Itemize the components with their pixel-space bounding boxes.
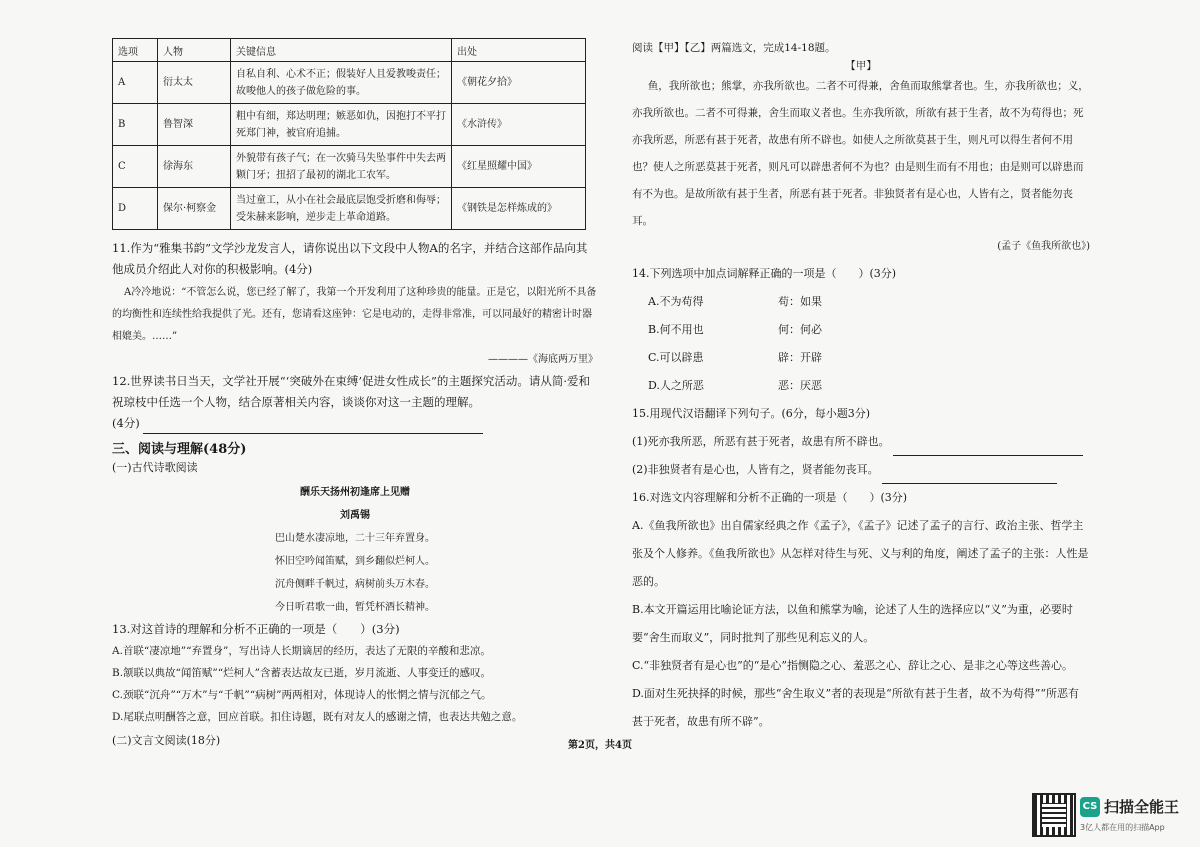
table-row xyxy=(113,146,586,188)
table-cell-source: 《水浒传》 xyxy=(452,104,586,146)
table-row xyxy=(113,104,586,146)
question-13-option[interactable]: B.颔联以典故“闻笛赋”“烂柯人”含蓄表达故友已逝，岁月流逝、人事变迁的感叹。 xyxy=(112,667,492,679)
question-14-prompt: 14.下列选项中加点词解释正确的一项是（ ）(3分) xyxy=(632,267,897,280)
question-13-option[interactable]: D.尾联点明酬答之意，回应首联。扣住诗题，既有对友人的感谢之情，也表达共勉之意。 xyxy=(112,711,523,723)
question-15-sentence-1: (1)死亦我所恶，所恶有甚于死者，故患有所不辟也。 xyxy=(632,435,890,448)
question-12-prompt: 12.世界读书日当天，文学社开展“‘突破外在束缚’促进女性成长”的主题探究活动。请从简·爱和祝琼枝中任选一个人物，结合原著相关内容，谈谈你对这一主题的理解。 xyxy=(112,374,591,409)
option-phrase: B.何不用也 xyxy=(648,323,704,336)
table-row xyxy=(113,188,586,230)
table-cell-character: 衍太太 xyxy=(158,62,231,104)
table-header: 选项 xyxy=(113,39,158,62)
table-cell-info: 自私自利、心术不正；假装好人且爱教唆责任；故唆他人的孩子做危险的事。 xyxy=(231,62,452,104)
table-cell-option: C xyxy=(113,146,158,188)
table-cell-character: 徐海东 xyxy=(158,146,231,188)
option-gloss: 恶：厌恶 xyxy=(778,379,822,392)
question-14-option[interactable] xyxy=(632,288,1090,316)
table-cell-option: B xyxy=(113,104,158,146)
qr-code-icon xyxy=(1032,793,1076,837)
section-3-sub1: (一)古代诗歌阅读 xyxy=(112,461,198,474)
table-header: 人物 xyxy=(158,39,231,62)
question-16-option[interactable]: A.《鱼我所欲也》出自儒家经典之作《孟子》，《孟子》记述了孟子的言行、政治主张、哲学主张及个人修养。《鱼我所欲也》从怎样对待生与死、义与利的角度，阐述了孟子的主张：人性是恶的。 xyxy=(632,519,1089,588)
poem-author: 刘禹锡 xyxy=(340,510,370,521)
question-13-option[interactable]: C.颈联“沉舟”“万木”与“千帆”“病树”两两相对，体现诗人的怅惘之情与沉郁之气。 xyxy=(112,689,492,701)
question-13-prompt: 13.对这首诗的理解和分析不正确的一项是（ ）(3分) xyxy=(112,622,400,636)
poem-line: 巴山楚水凄凉地，二十三年弃置身。 xyxy=(275,533,435,544)
option-phrase: A.不为苟得 xyxy=(648,295,704,308)
question-16-option[interactable]: B.本文开篇运用比喻论证方法，以鱼和熊掌为喻，论述了人生的选择应以“义”为重，必要时要“舍生而取义”，同时批判了那些见利忘义的人。 xyxy=(632,603,1073,644)
option-gloss: 苟：如果 xyxy=(778,295,822,308)
table-cell-source: 《钢铁是怎样炼成的》 xyxy=(452,188,586,230)
option-gloss: 辟：开辟 xyxy=(778,351,822,364)
table-cell-character: 保尔·柯察金 xyxy=(158,188,231,230)
poem-line: 沉舟侧畔千帆过，病树前头万木春。 xyxy=(275,579,435,590)
question-14-option[interactable] xyxy=(632,372,1090,400)
passage-label: 【甲】 xyxy=(845,60,877,72)
table-cell-option: A xyxy=(113,62,158,104)
scanner-brand-name: 扫描全能王 xyxy=(1104,798,1180,816)
poem-title: 酬乐天扬州初逢席上见赠 xyxy=(300,487,410,498)
passage-text: 鱼，我所欲也；熊掌，亦我所欲也。二者不可得兼，舍鱼而取熊掌者也。生，亦我所欲也；义，亦我所欲也。二者不可得兼，舍生而取义者也。生亦我所欲，所欲有甚于生者，故不为苟得也；死亦我所恶，所恶有甚于死者，故患有所不辟也。如使人之所欲莫甚于生，则凡可以得生者何不用也？使人之所恶莫甚于死者，则凡可以辟患者何不为也？由是则生而有不用也；由是则可以辟患而有不为也。是故所欲有甚于生者，所恶有甚于死者。非独贤者有是心也，人皆有之，贤者能勿丧耳。 xyxy=(632,80,1089,227)
page-number: 第2页，共4页 xyxy=(568,740,632,751)
section-3-title: 三、阅读与理解(48分) xyxy=(112,442,247,457)
question-14-option[interactable] xyxy=(632,316,1090,344)
reading-intro: 阅读【甲】【乙】两篇选文，完成14-18题。 xyxy=(632,42,836,54)
table-cell-option: D xyxy=(113,188,158,230)
option-phrase: C.可以辟患 xyxy=(648,351,704,364)
section-3-sub2: (二)文言文阅读(18分) xyxy=(112,734,221,747)
question-15-prompt: 15.用现代汉语翻译下列句子。(6分，每小题3分) xyxy=(632,407,871,420)
poem-line: 今日听君歌一曲，暂凭杯酒长精神。 xyxy=(275,602,435,613)
character-table xyxy=(112,38,586,230)
table-row xyxy=(113,62,586,104)
question-11-source: ————《海底两万里》 xyxy=(488,354,598,365)
table-header: 关键信息 xyxy=(231,39,452,62)
question-12-answer-line xyxy=(112,413,598,434)
question-15-line-2 xyxy=(632,456,1090,484)
question-16-option[interactable]: D.面对生死抉择的时候，那些“舍生取义”者的表现是“所欲有甚于生者，故不为苟得”“所恶有甚于死者，故患有所不辟”。 xyxy=(632,687,1080,728)
answer-blank[interactable] xyxy=(882,483,1057,484)
right-column xyxy=(632,38,1090,736)
option-gloss: 何：何必 xyxy=(778,323,822,336)
answer-blank[interactable] xyxy=(143,433,483,434)
scanner-tagline: 3亿人都在用的扫描App xyxy=(1080,823,1165,832)
question-16-option[interactable]: C.“非独贤者有是心也”的“是心”指恻隐之心、羞恶之心、辞让之心、是非之心等这些善心。 xyxy=(632,659,1074,672)
camscanner-logo-icon: CS xyxy=(1080,797,1100,817)
left-column xyxy=(112,38,598,754)
table-header: 出处 xyxy=(452,39,586,62)
question-16-prompt: 16.对选文内容理解和分析不正确的一项是（ ）(3分) xyxy=(632,491,908,504)
question-12-score: (4分) xyxy=(112,416,140,430)
table-cell-source: 《红星照耀中国》 xyxy=(452,146,586,188)
poem-line: 怀旧空吟闻笛赋，到乡翻似烂柯人。 xyxy=(275,556,435,567)
question-14-option[interactable] xyxy=(632,344,1090,372)
table-cell-info: 外貌带有孩子气；在一次骑马失坠事件中失去两颗门牙；扭招了最初的湖北工农军。 xyxy=(231,146,452,188)
passage-source: (孟子《鱼我所欲也》) xyxy=(997,241,1090,252)
table-header-row xyxy=(113,39,586,62)
table-cell-info: 当过童工，从小在社会最底层饱受折磨和侮辱；受朱赫来影响，逆步走上革命道路。 xyxy=(231,188,452,230)
option-phrase: D.人之所恶 xyxy=(648,379,704,392)
table-cell-character: 鲁智深 xyxy=(158,104,231,146)
table-cell-source: 《朝花夕拾》 xyxy=(452,62,586,104)
table-cell-info: 粗中有细，郑达明理；嫉恶如仇，因抱打不平打死郑门神，被官府追捕。 xyxy=(231,104,452,146)
question-13-option[interactable]: A.首联“凄凉地”“弃置身”，写出诗人长期谪居的经历，表达了无限的辛酸和悲凉。 xyxy=(112,645,491,657)
question-15-sentence-2: (2)非独贤者有是心也，人皆有之，贤者能勿丧耳。 xyxy=(632,463,879,476)
question-15-line-1 xyxy=(632,428,1090,456)
question-11-quote: A冷冷地说：“不管怎么说，您已经了解了，我第一个开发利用了这种珍贵的能量。正是它，以阳光所不具备的均衡性和连续性给我提供了光。还有，您请看这座钟：它是电动的，走得非常准，可以同最好的精密计时器相媲美。……” xyxy=(112,287,597,342)
question-11-prompt: 11.作为“雅集书韵”文学沙龙发言人，请你说出以下文段中人物A的名字，并结合这部作品向其他成员介绍此人对你的积极影响。(4分) xyxy=(112,241,588,276)
